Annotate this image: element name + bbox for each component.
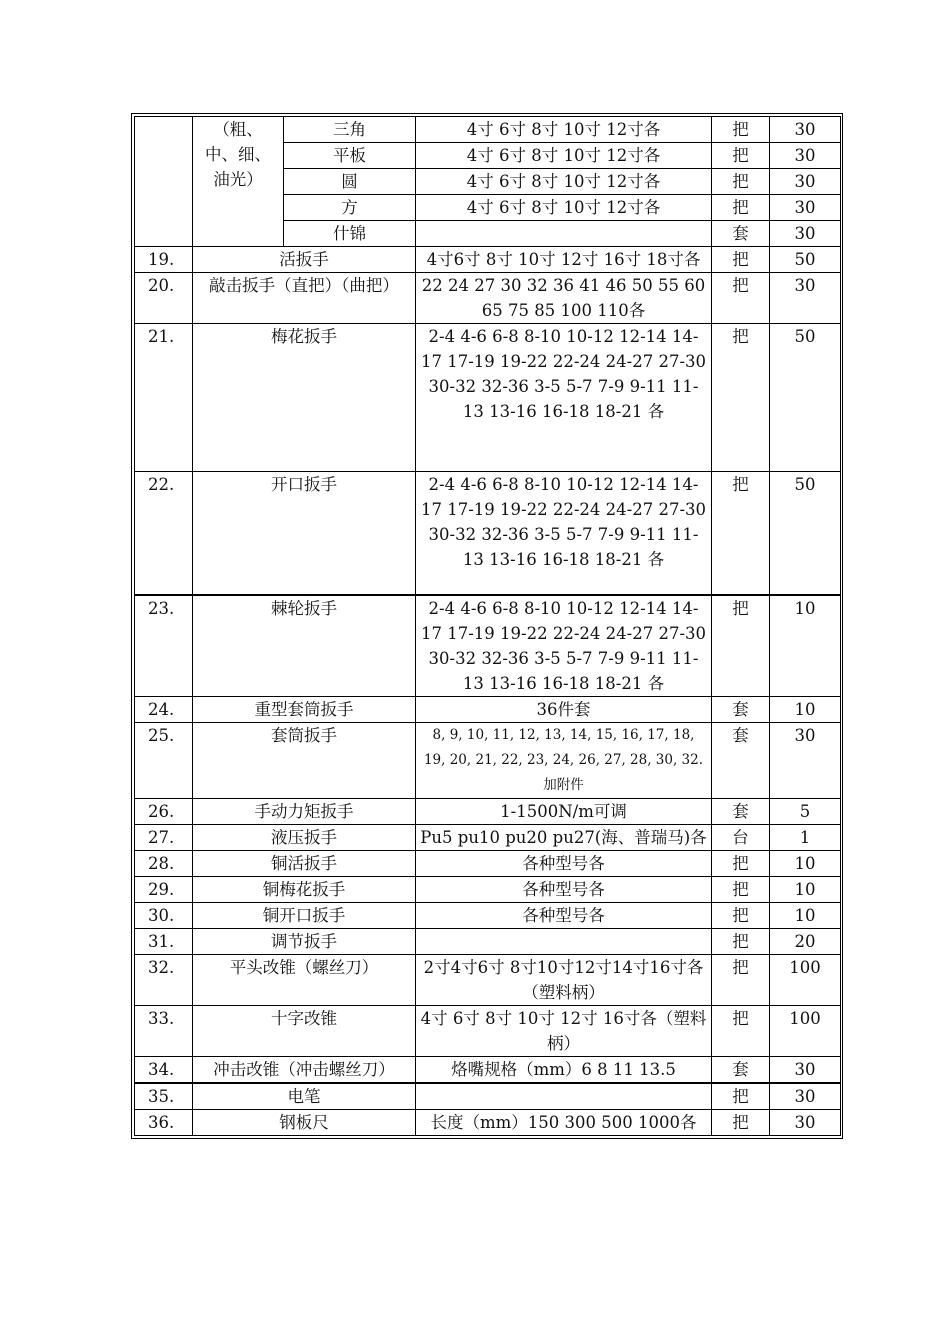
spec: 2寸4寸6寸 8寸10寸12寸14寸16寸各（塑料柄）: [416, 955, 712, 1006]
tool-name: 重型套筒扳手: [193, 697, 416, 723]
spec: [416, 221, 712, 247]
row-number: 20.: [135, 273, 193, 324]
quantity: 10: [770, 851, 841, 877]
quantity: 10: [770, 595, 841, 697]
sub-type: 什锦: [284, 221, 416, 247]
unit: 把: [712, 929, 770, 955]
spec: 2-4 4-6 6-8 8-10 10-12 12-14 14-17 17-19 19-22 22-24 24-27 27-30 30-32 32-36 3-5 5-7 7-9 9-11 11-13 13-16 16-18 18-21 各: [416, 324, 712, 472]
sub-type: 圆: [284, 169, 416, 195]
unit: 台: [712, 825, 770, 851]
tool-name: 套筒扳手: [193, 723, 416, 799]
quantity: 30: [770, 723, 841, 799]
unit: 套: [712, 697, 770, 723]
quantity: 10: [770, 697, 841, 723]
table-row: [135, 825, 841, 851]
unit: 把: [712, 117, 770, 143]
spec: Pu5 pu10 pu20 pu27(海、普瑞马)各: [416, 825, 712, 851]
row-number: 25.: [135, 723, 193, 799]
sub-type: 平板: [284, 143, 416, 169]
row-number: 24.: [135, 697, 193, 723]
tool-name: 敲击扳手（直把）（曲把）: [193, 273, 416, 324]
row-number: 29.: [135, 877, 193, 903]
spec: 2-4 4-6 6-8 8-10 10-12 12-14 14-17 17-19 19-22 22-24 24-27 27-30 30-32 32-36 3-5 5-7 7-9 9-11 11-13 13-16 16-18 18-21 各: [416, 595, 712, 697]
spec: 1-1500N/m可调: [416, 799, 712, 825]
table-row: [135, 697, 841, 723]
tool-name: 冲击改锥（冲击螺丝刀）: [193, 1057, 416, 1084]
row-number: 30.: [135, 903, 193, 929]
unit: 套: [712, 723, 770, 799]
tool-name: 梅花扳手: [193, 324, 416, 472]
tool-name: 钢板尺: [193, 1110, 416, 1136]
row-number: 36.: [135, 1110, 193, 1136]
table-row: [135, 472, 841, 596]
spec: [416, 1083, 712, 1110]
tool-list-table-frame: [131, 113, 843, 1139]
row-number: 32.: [135, 955, 193, 1006]
tool-name: 电笔: [193, 1083, 416, 1110]
row-number: 35.: [135, 1083, 193, 1110]
tool-name: 调节扳手: [193, 929, 416, 955]
spec: 4寸 6寸 8寸 10寸 12寸各: [416, 169, 712, 195]
spec: 4寸 6寸 8寸 10寸 12寸 16寸各（塑料柄）: [416, 1006, 712, 1057]
tool-name: 活扳手: [193, 247, 416, 273]
row-number: 26.: [135, 799, 193, 825]
group-label: （粗、中、细、油光）: [193, 117, 284, 247]
quantity: 30: [770, 1110, 841, 1136]
table-row: [135, 929, 841, 955]
spec: 36件套: [416, 697, 712, 723]
quantity: 100: [770, 1006, 841, 1057]
sub-type: 三角: [284, 117, 416, 143]
spec: 各种型号各: [416, 851, 712, 877]
table-row: [135, 851, 841, 877]
quantity: 10: [770, 903, 841, 929]
table-row: [135, 117, 841, 143]
spec: 22 24 27 30 32 36 41 46 50 55 60 65 75 85 100 110各: [416, 273, 712, 324]
unit: 把: [712, 1083, 770, 1110]
quantity: 50: [770, 324, 841, 472]
tool-list-table: [134, 116, 841, 1136]
tool-name: 手动力矩扳手: [193, 799, 416, 825]
table-row: [135, 1057, 841, 1084]
row-number: 23.: [135, 595, 193, 697]
row-number: [135, 117, 193, 247]
unit: 把: [712, 1006, 770, 1057]
tool-name: 平头改锥（螺丝刀）: [193, 955, 416, 1006]
table-row: [135, 247, 841, 273]
tool-name: 十字改锥: [193, 1006, 416, 1057]
spec: 4寸 6寸 8寸 10寸 12寸各: [416, 117, 712, 143]
quantity: 30: [770, 221, 841, 247]
tool-name: 铜开口扳手: [193, 903, 416, 929]
quantity: 30: [770, 195, 841, 221]
unit: 把: [712, 247, 770, 273]
spec: 长度（mm）150 300 500 1000各: [416, 1110, 712, 1136]
unit: 把: [712, 273, 770, 324]
spec: 各种型号各: [416, 903, 712, 929]
spec: 8, 9, 10, 11, 12, 13, 14, 15, 16, 17, 18, 19, 20, 21, 22, 23, 24, 26, 27, 28, 30, 32. 加附件: [416, 723, 712, 799]
quantity: 30: [770, 117, 841, 143]
row-number: 27.: [135, 825, 193, 851]
row-number: 22.: [135, 472, 193, 596]
spec: 4寸6寸 8寸 10寸 12寸 16寸 18寸各: [416, 247, 712, 273]
row-number: 21.: [135, 324, 193, 472]
spec: 各种型号各: [416, 877, 712, 903]
unit: 把: [712, 595, 770, 697]
table-row: [135, 799, 841, 825]
quantity: 1: [770, 825, 841, 851]
spec: 烙嘴规格（mm）6 8 11 13.5: [416, 1057, 712, 1084]
quantity: 30: [770, 1057, 841, 1084]
table-row: [135, 273, 841, 324]
row-number: 31.: [135, 929, 193, 955]
unit: 把: [712, 169, 770, 195]
unit: 套: [712, 221, 770, 247]
spec: 4寸 6寸 8寸 10寸 12寸各: [416, 195, 712, 221]
quantity: 5: [770, 799, 841, 825]
row-number: 34.: [135, 1057, 193, 1084]
unit: 把: [712, 324, 770, 472]
quantity: 10: [770, 877, 841, 903]
unit: 把: [712, 472, 770, 596]
tool-name: 铜活扳手: [193, 851, 416, 877]
row-number: 33.: [135, 1006, 193, 1057]
table-row: [135, 324, 841, 472]
quantity: 30: [770, 1083, 841, 1110]
unit: 套: [712, 1057, 770, 1084]
table-row: [135, 595, 841, 697]
row-number: 28.: [135, 851, 193, 877]
unit: 套: [712, 799, 770, 825]
table-row: [135, 723, 841, 799]
quantity: 30: [770, 143, 841, 169]
quantity: 30: [770, 273, 841, 324]
unit: 把: [712, 195, 770, 221]
table-row: [135, 955, 841, 1006]
unit: 把: [712, 955, 770, 1006]
table-row: [135, 1006, 841, 1057]
spec: 4寸 6寸 8寸 10寸 12寸各: [416, 143, 712, 169]
unit: 把: [712, 903, 770, 929]
quantity: 20: [770, 929, 841, 955]
quantity: 100: [770, 955, 841, 1006]
table-row: [135, 1083, 841, 1110]
quantity: 30: [770, 169, 841, 195]
tool-name: 铜梅花扳手: [193, 877, 416, 903]
unit: 把: [712, 851, 770, 877]
tool-name: 开口扳手: [193, 472, 416, 596]
tool-name: 液压扳手: [193, 825, 416, 851]
spec: 2-4 4-6 6-8 8-10 10-12 12-14 14-17 17-19 19-22 22-24 24-27 27-30 30-32 32-36 3-5 5-7 7-9 9-11 11-13 13-16 16-18 18-21 各: [416, 472, 712, 596]
unit: 把: [712, 877, 770, 903]
table-row: [135, 903, 841, 929]
quantity: 50: [770, 472, 841, 596]
quantity: 50: [770, 247, 841, 273]
table-row: [135, 1110, 841, 1136]
row-number: 19.: [135, 247, 193, 273]
unit: 把: [712, 143, 770, 169]
spec: [416, 929, 712, 955]
sub-type: 方: [284, 195, 416, 221]
table-row: [135, 877, 841, 903]
unit: 把: [712, 1110, 770, 1136]
tool-name: 棘轮扳手: [193, 595, 416, 697]
